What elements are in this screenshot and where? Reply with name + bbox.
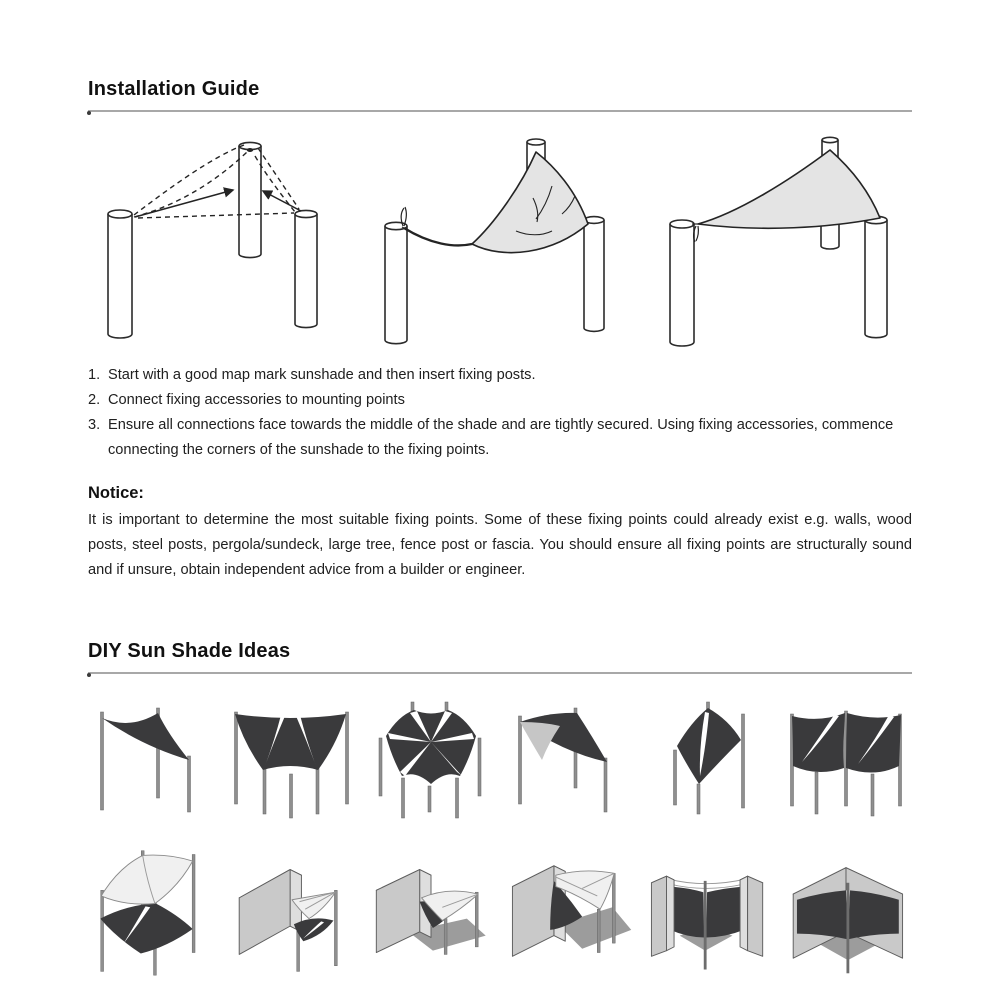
diy-ideas-row-2 <box>88 837 912 987</box>
two-tone-triangle-sail-icon <box>504 700 634 825</box>
wall-mounted-small-sails-icon <box>226 837 358 987</box>
twin-wall-enclosure-sails-icon <box>642 837 774 987</box>
step-illustration-attach-sunshade <box>366 128 634 350</box>
attach-sunshade-corners-diagram-icon <box>366 128 634 350</box>
instruction-text: Connect fixing accessories to mounting points <box>108 392 405 408</box>
diy-idea-twin-wall-enclosure <box>642 837 774 987</box>
instruction-number: 1. <box>88 367 101 383</box>
divider-dot <box>87 673 91 677</box>
instruction-text: Start with a good map mark sunshade and then insert fixing posts. <box>108 367 536 383</box>
mark-fixing-points-posts-diagram-icon <box>88 128 356 350</box>
diy-ideas-section <box>88 640 912 987</box>
instruction-item-2 <box>88 388 912 413</box>
single-triangle-sail-icon <box>88 700 218 825</box>
divider-dot <box>87 111 91 115</box>
diy-idea-corner-wall-enclosure <box>780 837 912 987</box>
instruction-text: Ensure all connections face towards the middle of the shade and are tightly secured. Using fixing accessories, commence connecting the corners of the sunshade to the fixing points. <box>108 417 894 458</box>
diy-idea-twin-square-sails <box>782 700 912 825</box>
notice-body: It is important to determine the most suitable fixing points. Some of these fixing points could already exist e.g. walls, wood posts, steel posts, pergola/sundeck, large tree, fence post or fascia. You should ensure all fixing points are structurally sound and if unsure, obtain independent advice from a builder or engineer. <box>88 512 912 578</box>
wall-to-posts-sail-icon <box>365 837 497 987</box>
instruction-item-1 <box>88 363 912 388</box>
diy-idea-wall-mounted-small-sails <box>226 837 358 987</box>
twin-square-sails-icon <box>782 700 912 825</box>
tensioned-triangle-sunshade-diagram-icon <box>644 128 912 350</box>
installation-guide-title: Installation Guide <box>88 78 260 100</box>
diy-idea-double-triangle-sails <box>227 700 357 825</box>
wall-awning-sail-icon <box>503 837 635 987</box>
diy-idea-layered-square-sails <box>88 837 220 987</box>
instruction-number: 2. <box>88 392 101 408</box>
double-triangle-sails-icon <box>227 700 357 825</box>
step-illustration-mark-fixing-points <box>88 128 356 350</box>
notice-title: Notice: <box>88 484 144 502</box>
diy-idea-hexagon-canopy <box>366 700 496 825</box>
installation-instructions <box>88 363 912 463</box>
diy-idea-wall-awning-sail <box>503 837 635 987</box>
diy-ideas-row-1 <box>88 700 912 825</box>
diy-idea-two-tone-triangle-sail <box>504 700 634 825</box>
instruction-item-3 <box>88 413 912 463</box>
diy-ideas-title: DIY Sun Shade Ideas <box>88 640 291 662</box>
installation-guide-section <box>88 78 912 463</box>
diy-idea-single-triangle-sail <box>88 700 218 825</box>
diy-idea-kite-slit-sail <box>643 700 773 825</box>
diy-idea-wall-to-posts-sail <box>365 837 497 987</box>
layered-square-sails-icon <box>88 837 220 987</box>
section-divider <box>88 672 912 674</box>
step-illustration-tensioned-sunshade <box>644 128 912 350</box>
hexagon-canopy-sail-icon <box>366 700 496 825</box>
notice-section <box>88 484 912 583</box>
kite-slit-sail-icon <box>643 700 773 825</box>
installation-steps-illustrations <box>88 128 912 350</box>
corner-wall-enclosure-sails-icon <box>780 837 912 987</box>
section-divider <box>88 110 912 112</box>
instruction-number: 3. <box>88 417 101 433</box>
